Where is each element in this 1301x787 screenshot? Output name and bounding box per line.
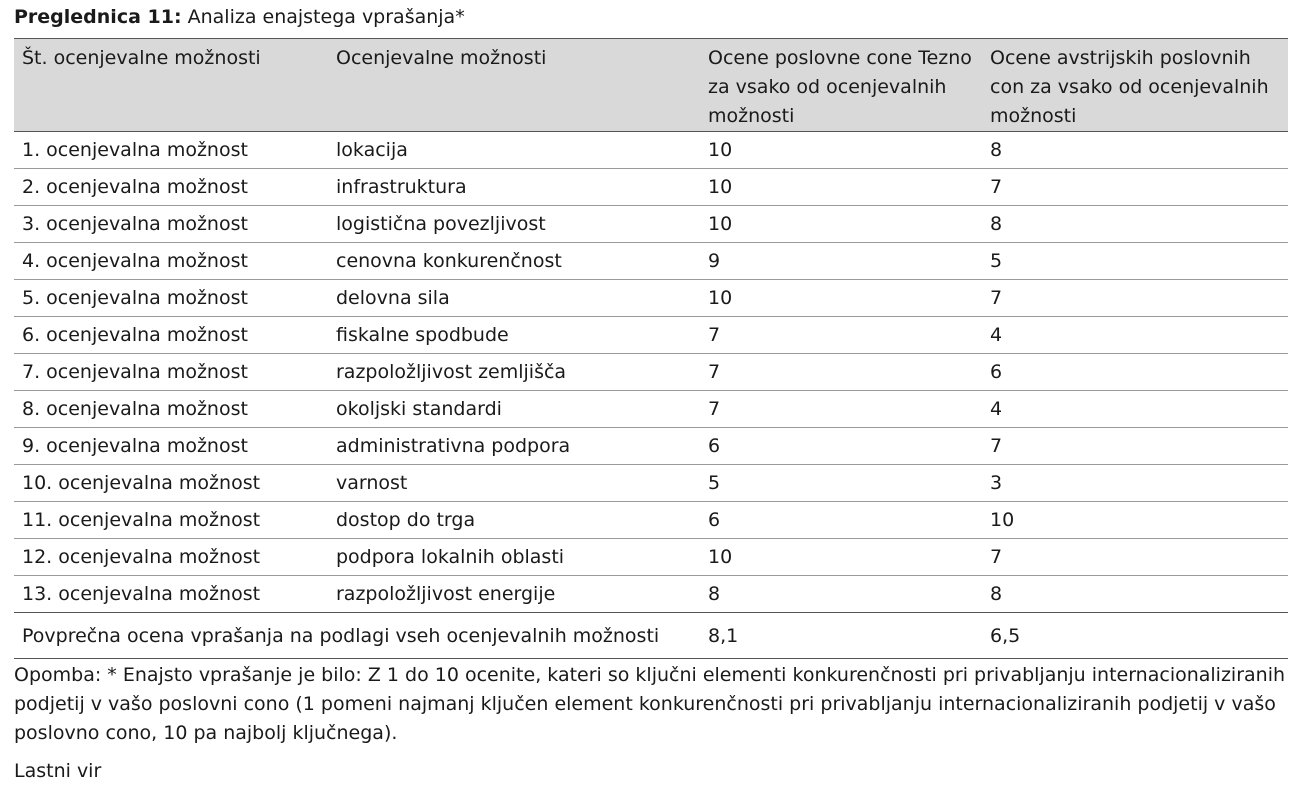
header-option-name: Ocenjevalne možnosti	[328, 39, 700, 132]
table-row	[14, 206, 1288, 243]
austria-score: 7	[982, 428, 1288, 465]
tezno-score: 10	[700, 169, 982, 206]
tezno-score: 10	[700, 206, 982, 243]
option-number: 9. ocenjevalna možnost	[14, 428, 328, 465]
option-name: cenovna konkurenčnost	[328, 243, 700, 280]
tezno-score: 10	[700, 132, 982, 169]
austria-score: 8	[982, 132, 1288, 169]
austria-score: 10	[982, 502, 1288, 539]
option-name: fiskalne spodbude	[328, 317, 700, 354]
tezno-score: 6	[700, 428, 982, 465]
evaluation-table	[14, 38, 1288, 659]
option-number: 6. ocenjevalna možnost	[14, 317, 328, 354]
option-number: 10. ocenjevalna možnost	[14, 465, 328, 502]
summary-row	[14, 613, 1288, 659]
summary-tezno-average: 8,1	[700, 613, 982, 659]
tezno-score: 10	[700, 280, 982, 317]
austria-score: 7	[982, 539, 1288, 576]
option-number: 5. ocenjevalna možnost	[14, 280, 328, 317]
option-number: 7. ocenjevalna možnost	[14, 354, 328, 391]
table-row	[14, 539, 1288, 576]
option-number: 12. ocenjevalna možnost	[14, 539, 328, 576]
austria-score: 7	[982, 280, 1288, 317]
option-name: administrativna podpora	[328, 428, 700, 465]
option-name: dostop do trga	[328, 502, 700, 539]
table-row	[14, 391, 1288, 428]
table-row	[14, 354, 1288, 391]
option-name: infrastruktura	[328, 169, 700, 206]
table-caption	[14, 4, 465, 30]
option-name: logistična povezljivost	[328, 206, 700, 243]
option-number: 1. ocenjevalna možnost	[14, 132, 328, 169]
austria-score: 4	[982, 317, 1288, 354]
tezno-score: 5	[700, 465, 982, 502]
table-row	[14, 169, 1288, 206]
caption-label: Preglednica 11:	[14, 6, 182, 28]
table-header-row	[14, 39, 1288, 132]
summary-label: Povprečna ocena vprašanja na podlagi vseh ocenjevalnih možnosti	[14, 613, 700, 659]
option-name: varnost	[328, 465, 700, 502]
table-body	[14, 132, 1288, 659]
tezno-score: 6	[700, 502, 982, 539]
austria-score: 3	[982, 465, 1288, 502]
tezno-score: 10	[700, 539, 982, 576]
option-name: delovna sila	[328, 280, 700, 317]
austria-score: 5	[982, 243, 1288, 280]
header-austria-scores: Ocene avstrijskih poslovnih con za vsako od ocenjevalnih možnosti	[982, 39, 1288, 132]
austria-score: 6	[982, 354, 1288, 391]
summary-austria-average: 6,5	[982, 613, 1288, 659]
austria-score: 4	[982, 391, 1288, 428]
caption-text: Analiza enajstega vprašanja*	[187, 6, 465, 28]
table-row	[14, 132, 1288, 169]
tezno-score: 8	[700, 576, 982, 613]
table-row	[14, 465, 1288, 502]
option-number: 13. ocenjevalna možnost	[14, 576, 328, 613]
table-row	[14, 576, 1288, 613]
option-number: 3. ocenjevalna možnost	[14, 206, 328, 243]
table-row	[14, 502, 1288, 539]
table-row	[14, 280, 1288, 317]
tezno-score: 9	[700, 243, 982, 280]
option-name: podpora lokalnih oblasti	[328, 539, 700, 576]
option-name: razpoložljivost energije	[328, 576, 700, 613]
source-note: Lastni vir	[14, 760, 102, 782]
header-option-number: Št. ocenjevalne možnosti	[14, 39, 328, 132]
option-number: 8. ocenjevalna možnost	[14, 391, 328, 428]
table-row	[14, 243, 1288, 280]
option-name: okoljski standardi	[328, 391, 700, 428]
option-name: razpoložljivost zemljišča	[328, 354, 700, 391]
table-row	[14, 428, 1288, 465]
tezno-score: 7	[700, 354, 982, 391]
austria-score: 8	[982, 206, 1288, 243]
austria-score: 8	[982, 576, 1288, 613]
tezno-score: 7	[700, 317, 982, 354]
tezno-score: 7	[700, 391, 982, 428]
header-tezno-scores: Ocene poslovne cone Tezno za vsako od ocenjevalnih možnosti	[700, 39, 982, 132]
footnote: Opomba: * Enajsto vprašanje je bilo: Z 1 do 10 ocenite, kateri so ključni elementi konkurenčnosti pri privabljanju internacionaliziranih podjetij v vašo poslovni cono (1 pomeni najmanj ključen element konkurenčnosti pri privabljanju internacionaliziranih podjetij v vašo poslovno cono, 10 pa najbolj ključnega).	[14, 664, 1286, 744]
option-name: lokacija	[328, 132, 700, 169]
option-number: 11. ocenjevalna možnost	[14, 502, 328, 539]
option-number: 2. ocenjevalna možnost	[14, 169, 328, 206]
austria-score: 7	[982, 169, 1288, 206]
option-number: 4. ocenjevalna možnost	[14, 243, 328, 280]
table-row	[14, 317, 1288, 354]
